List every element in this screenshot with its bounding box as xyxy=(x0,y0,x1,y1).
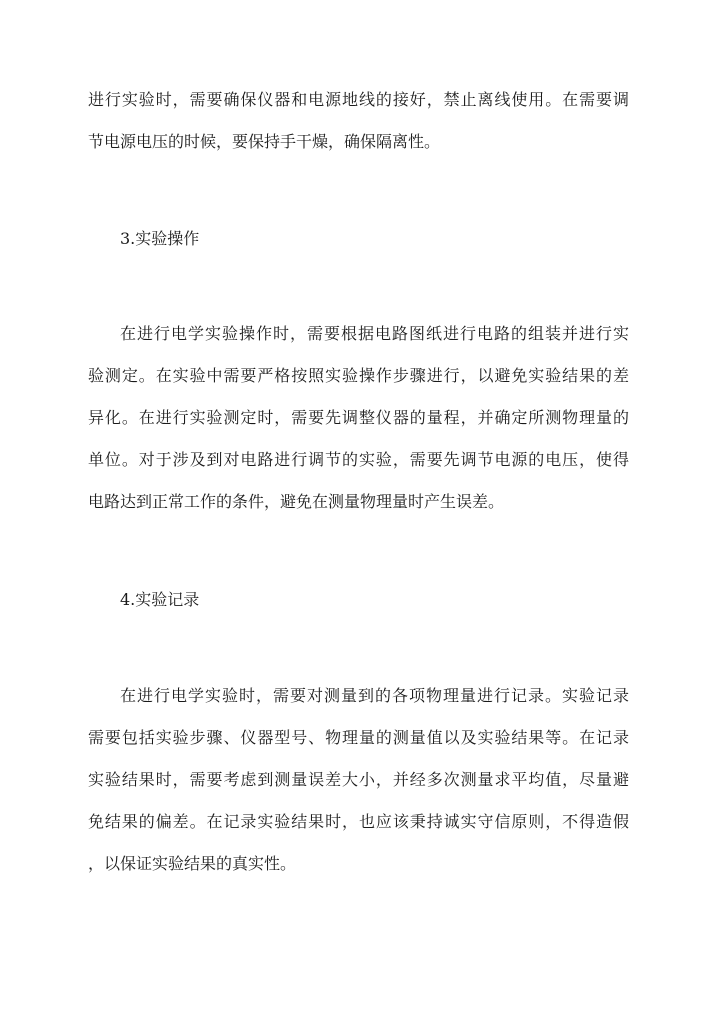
section-heading-experiment-operation: 3.实验操作 xyxy=(120,229,200,248)
paragraph-line: ，以保证实验结果的真实性。 xyxy=(88,854,297,873)
paragraph-line: 电路达到正常工作的条件，避免在测量物理量时产生误差。 xyxy=(88,492,505,511)
paragraph-line: 异化。在进行实验测定时，需要先调整仪器的量程，并确定所测物理量的 xyxy=(88,408,629,427)
paragraph-line: 免结果的偏差。在记录实验结果时，也应该秉持诚实守信原则，不得造假 xyxy=(88,812,629,831)
paragraph-line: 单位。对于涉及到对电路进行调节的实验，需要先调节电源的电压，使得 xyxy=(88,450,629,469)
paragraph-line: 节电源电压的时候，要保持手干燥，确保隔离性。 xyxy=(88,132,441,151)
paragraph-line: 验测定。在实验中需要严格按照实验操作步骤进行，以避免实验结果的差 xyxy=(88,366,629,385)
paragraph-line: 进行实验时，需要确保仪器和电源地线的接好，禁止离线使用。在需要调 xyxy=(88,90,629,109)
paragraph-line: 在进行电学实验时，需要对测量到的各项物理量进行记录。实验记录 xyxy=(120,686,629,705)
paragraph-line: 在进行电学实验操作时，需要根据电路图纸进行电路的组装并进行实 xyxy=(120,324,629,343)
section-heading-experiment-record: 4.实验记录 xyxy=(120,590,200,609)
paragraph-line: 需要包括实验步骤、仪器型号、物理量的测量值以及实验结果等。在记录 xyxy=(88,728,629,747)
paragraph-line: 实验结果时，需要考虑到测量误差大小，并经多次测量求平均值，尽量避 xyxy=(88,770,629,789)
